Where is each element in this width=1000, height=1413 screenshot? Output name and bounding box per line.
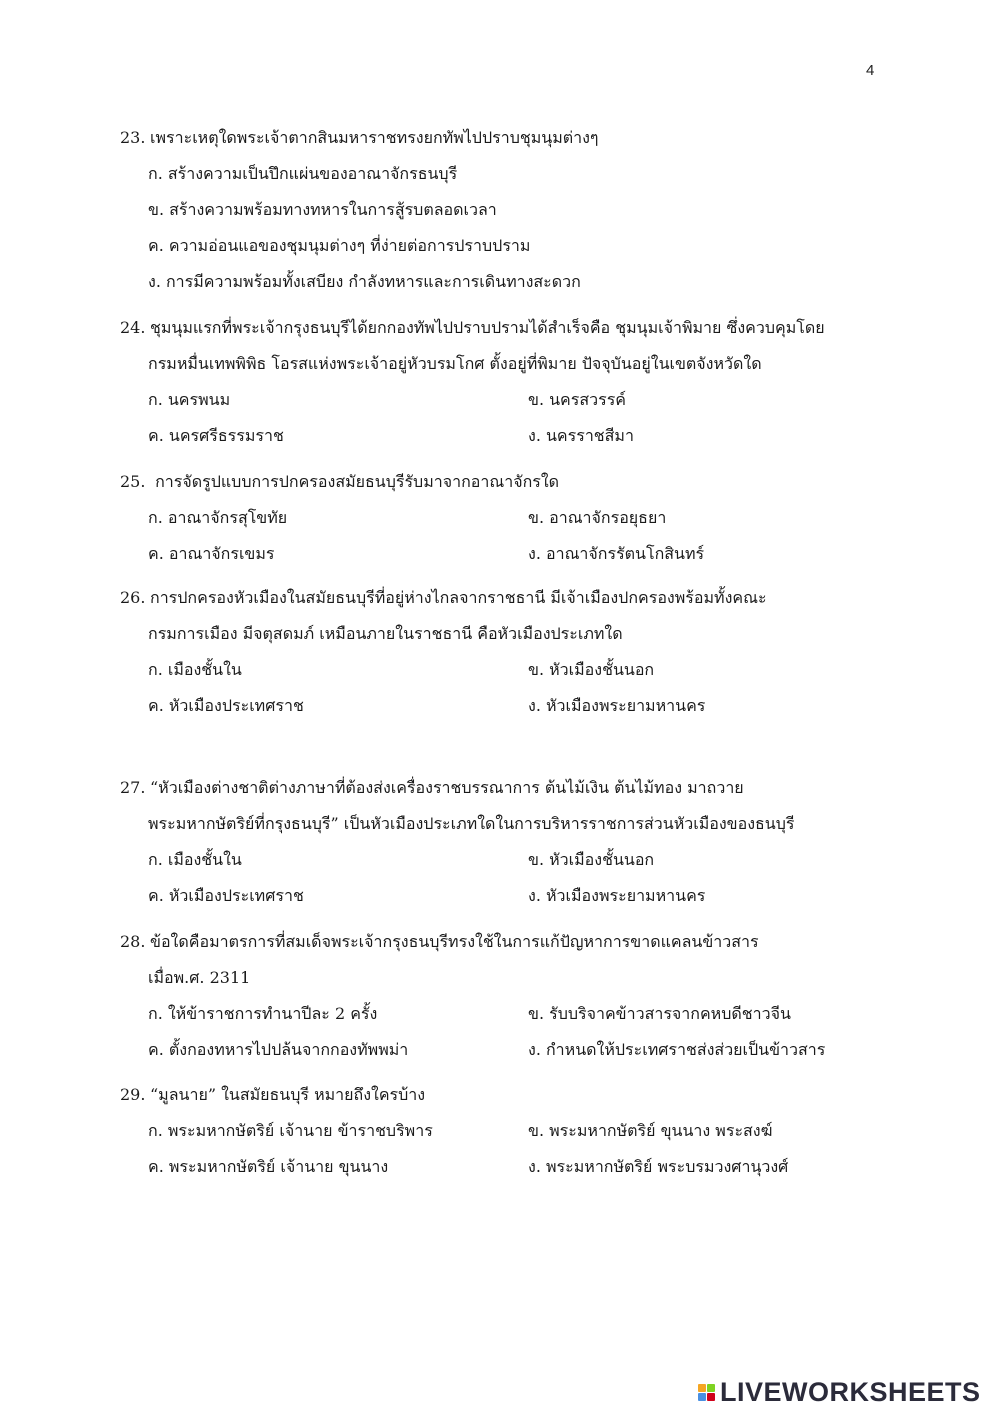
question-stem: 28. ข้อใดคือมาตรการที่สมเด็จพระเจ้ากรุงธนบุรีทรงใช้ในการแก้ปัญหาการขาดแคลนข้าวสาร	[120, 932, 759, 951]
question-27	[120, 770, 910, 914]
option-b: ข. พระมหากษัตริย์ ขุนนาง พระสงฆ์	[528, 1121, 773, 1140]
option-d: ง. การมีความพร้อมทั้งเสบียง กำลังทหารและการเดินทางสะดวก	[148, 272, 581, 291]
options-grid	[120, 382, 910, 454]
question-23	[120, 120, 910, 300]
option-d: ง. อาณาจักรรัตนโกสินทร์	[528, 544, 705, 563]
option-b: ข. รับบริจาคข้าวสารจากคหบดีชาวจีน	[528, 1004, 791, 1023]
options-grid	[120, 996, 910, 1068]
option-b: ข. หัวเมืองชั้นนอก	[528, 660, 655, 679]
option-b: ข. อาณาจักรอยุธยา	[528, 508, 667, 527]
options-grid	[120, 1113, 910, 1185]
option-d: ง. กำหนดให้ประเทศราชส่งส่วยเป็นข้าวสาร	[528, 1040, 826, 1059]
options-grid	[120, 842, 910, 914]
logo-text: LIVEWORKSHEETS	[720, 1377, 981, 1407]
option-a: ก. อาณาจักรสุโขทัย	[148, 508, 288, 527]
logo-square	[707, 1393, 715, 1401]
option-b: ข. หัวเมืองชั้นนอก	[528, 850, 655, 869]
option-c: ค. อาณาจักรเขมร	[148, 544, 275, 563]
option-d: ง. นครราชสีมา	[528, 426, 634, 445]
option-a: ก. ให้ข้าราชการทำนาปีละ 2 ครั้ง	[148, 1004, 378, 1023]
liveworksheets-logo[interactable]	[698, 1377, 981, 1408]
option-a: ก. พระมหากษัตริย์ เจ้านาย ข้าราชบริพาร	[148, 1121, 433, 1140]
logo-square	[698, 1384, 706, 1392]
question-stem: 29. “มูลนาย” ในสมัยธนบุรี หมายถึงใครบ้าง	[120, 1085, 426, 1104]
page-number: 4	[866, 62, 875, 79]
option-c: ค. หัวเมืองประเทศราช	[148, 886, 304, 905]
option-c: ค. ความอ่อนแอของชุมนุมต่างๆ ที่ง่ายต่อการปราบปราม	[148, 236, 531, 255]
option-b: ข. นครสวรรค์	[528, 390, 626, 409]
option-c: ค. หัวเมืองประเทศราช	[148, 696, 304, 715]
option-a: ก. เมืองชั้นใน	[148, 850, 242, 869]
question-stem: 24. ชุมนุมแรกที่พระเจ้ากรุงธนบุรีได้ยกกองทัพไปปราบปรามได้สำเร็จคือ ชุมนุมเจ้าพิมาย ซึ่งควบคุมโดย	[120, 318, 825, 337]
logo-square	[698, 1393, 706, 1401]
question-29	[120, 1077, 910, 1185]
option-b: ข. สร้างความพร้อมทางทหารในการสู้รบตลอดเวลา	[148, 200, 497, 219]
question-24	[120, 310, 910, 454]
question-28	[120, 924, 910, 1068]
question-26	[120, 580, 910, 724]
question-stem-continued: เมื่อพ.ศ. 2311	[148, 968, 251, 987]
question-25	[120, 464, 910, 572]
option-d: ง. พระมหากษัตริย์ พระบรมวงศานุวงศ์	[528, 1157, 789, 1176]
liveworksheets-logo-icon	[698, 1381, 716, 1405]
options-grid	[120, 652, 910, 724]
question-stem: 23. เพราะเหตุใดพระเจ้าตากสินมหาราชทรงยกทัพไปปราบชุมนุมต่างๆ	[120, 128, 599, 147]
option-a: ก. นครพนม	[148, 390, 231, 409]
logo-square	[707, 1384, 715, 1392]
options-grid	[120, 500, 910, 572]
question-stem: 27. “หัวเมืองต่างชาติต่างภาษาที่ต้องส่งเครื่องราชบรรณาการ ต้นไม้เงิน ต้นไม้ทอง มาถวาย	[120, 778, 744, 797]
question-stem-continued: กรมการเมือง มีจตุสดมภ์ เหมือนภายในราชธานี คือหัวเมืองประเภทใด	[148, 624, 623, 643]
option-a: ก. สร้างความเป็นปึกแผ่นของอาณาจักรธนบุรี	[148, 164, 458, 183]
question-stem-continued: กรมหมื่นเทพพิพิธ โอรสแห่งพระเจ้าอยู่หัวบรมโกศ ตั้งอยู่ที่พิมาย ปัจจุบันอยู่ในเขตจังหวัดใด	[148, 354, 762, 373]
option-c: ค. พระมหากษัตริย์ เจ้านาย ขุนนาง	[148, 1157, 389, 1176]
option-d: ง. หัวเมืองพระยามหานคร	[528, 886, 706, 905]
question-stem: 26. การปกครองหัวเมืองในสมัยธนบุรีที่อยู่ห่างไกลจากราชธานี มีเจ้าเมืองปกครองพร้อมทั้งคณะ	[120, 588, 767, 607]
option-c: ค. นครศรีธรรมราช	[148, 426, 284, 445]
option-a: ก. เมืองชั้นใน	[148, 660, 242, 679]
question-stem-continued: พระมหากษัตริย์ที่กรุงธนบุรี” เป็นหัวเมืองประเภทใดในการบริหารราชการส่วนหัวเมืองของธนบุรี	[148, 814, 795, 833]
option-c: ค. ตั้งกองทหารไปปล้นจากกองทัพพม่า	[148, 1040, 409, 1059]
question-stem: 25. การจัดรูปแบบการปกครองสมัยธนบุรีรับมาจากอาณาจักรใด	[120, 472, 560, 491]
option-d: ง. หัวเมืองพระยามหานคร	[528, 696, 706, 715]
